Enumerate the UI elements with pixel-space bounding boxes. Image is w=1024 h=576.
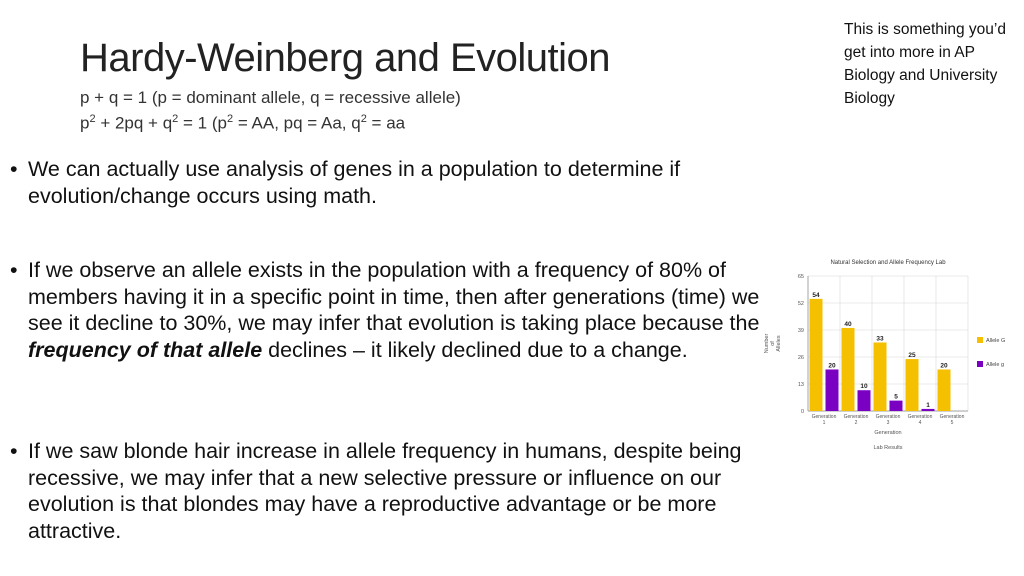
x-tick-label: Generation xyxy=(907,414,933,420)
y-tick-label: 26 xyxy=(797,355,804,361)
x-tick-label: Generation xyxy=(875,414,901,420)
data-label: 5 xyxy=(894,393,898,401)
x-tick-label: Generation xyxy=(811,414,837,420)
formula-part: = aa xyxy=(366,113,406,133)
bar-allele-g xyxy=(810,299,823,411)
data-label: 54 xyxy=(812,291,820,299)
data-label: 1 xyxy=(926,401,930,409)
bullet-dot: • xyxy=(10,157,18,181)
y-tick-label: 39 xyxy=(797,328,804,334)
formula-exponent: 2 xyxy=(360,113,367,125)
chart-footer: Lab Results xyxy=(873,445,903,451)
y-axis-label: Number xyxy=(764,333,770,354)
x-tick-label: Generation xyxy=(843,414,869,420)
legend-label: Allele g xyxy=(986,362,1005,368)
bullet-text: If we saw blonde hair increase in allele frequency in humans, despite being recessive, we may infer that a new selective pressure or influence on our evolution is that blondes may have a reproductive advantage or be more attractive. xyxy=(28,439,742,543)
bar-allele-g xyxy=(890,401,903,411)
x-tick-label: 2 xyxy=(854,420,858,426)
slide-title: Hardy-Weinberg and Evolution xyxy=(80,36,611,80)
bar-allele-g xyxy=(842,328,855,411)
data-label: 20 xyxy=(828,362,836,370)
legend-swatch xyxy=(977,361,983,367)
bullet-dot: • xyxy=(10,439,18,463)
x-axis-label: Generation xyxy=(874,430,902,436)
formula-part: = AA, pq = Aa, q xyxy=(233,113,361,133)
x-tick-label: 3 xyxy=(886,420,890,426)
y-tick-label: 0 xyxy=(800,409,804,415)
formula-part: + 2pq + q xyxy=(95,113,173,133)
data-label: 33 xyxy=(876,335,884,343)
legend-label: Allele G xyxy=(986,338,1006,344)
y-tick-label: 65 xyxy=(797,274,804,280)
data-label: 25 xyxy=(908,352,916,360)
data-label: 10 xyxy=(860,383,868,391)
formula-exponent: 2 xyxy=(89,113,96,125)
emphasized-phrase: frequency of that allele xyxy=(28,337,263,362)
chart-title: Natural Selection and Allele Frequency Lab xyxy=(830,260,946,266)
bullet-1 xyxy=(10,156,800,209)
bar-allele-g xyxy=(906,359,919,411)
x-tick-label: 1 xyxy=(822,420,826,426)
x-tick-label: 4 xyxy=(918,420,922,426)
y-axis-label: Alleles xyxy=(776,335,782,352)
bar-allele-g xyxy=(922,409,935,411)
formula-part: = 1 (p xyxy=(178,113,227,133)
bullet-dot: • xyxy=(10,258,18,282)
subtitle-line-1: p + q = 1 (p = dominant allele, q = recessive allele) xyxy=(80,88,461,107)
bullet-text-part: declines – it likely declined due to a change. xyxy=(262,337,688,362)
bullet-text xyxy=(28,257,782,363)
bar-allele-g xyxy=(858,390,871,411)
legend-swatch xyxy=(977,337,983,343)
bullet-3 xyxy=(10,438,800,544)
bar-allele-g xyxy=(938,369,951,411)
formula-part: p xyxy=(80,113,90,133)
bullet-text: We can actually use analysis of genes in a population to determine if evolution/change occurs using math. xyxy=(28,157,681,208)
y-tick-label: 13 xyxy=(797,382,804,388)
formula-exponent: 2 xyxy=(172,113,179,125)
x-tick-label: 5 xyxy=(950,420,954,426)
data-label: 20 xyxy=(940,362,948,370)
bullet-text-part: If we observe an allele exists in the population with a frequency of 80% of members having it in a specific point in time, then after generations (time) we see it decline to 30%, we may infer that evolution is taking place because the xyxy=(28,258,760,335)
allele-frequency-chart xyxy=(760,250,1022,455)
data-label: 40 xyxy=(844,320,852,328)
subtitle-line-2 xyxy=(80,113,405,134)
x-tick-label: Generation xyxy=(939,414,965,420)
y-axis-label: of xyxy=(770,341,776,346)
bar-allele-g xyxy=(874,342,887,411)
bullet-2 xyxy=(10,257,782,363)
y-tick-label: 52 xyxy=(797,301,804,307)
side-note: This is something you’d get into more in AP Biology and University Biology xyxy=(844,21,1006,107)
formula-exponent: 2 xyxy=(226,113,234,125)
bar-allele-g xyxy=(826,369,839,411)
